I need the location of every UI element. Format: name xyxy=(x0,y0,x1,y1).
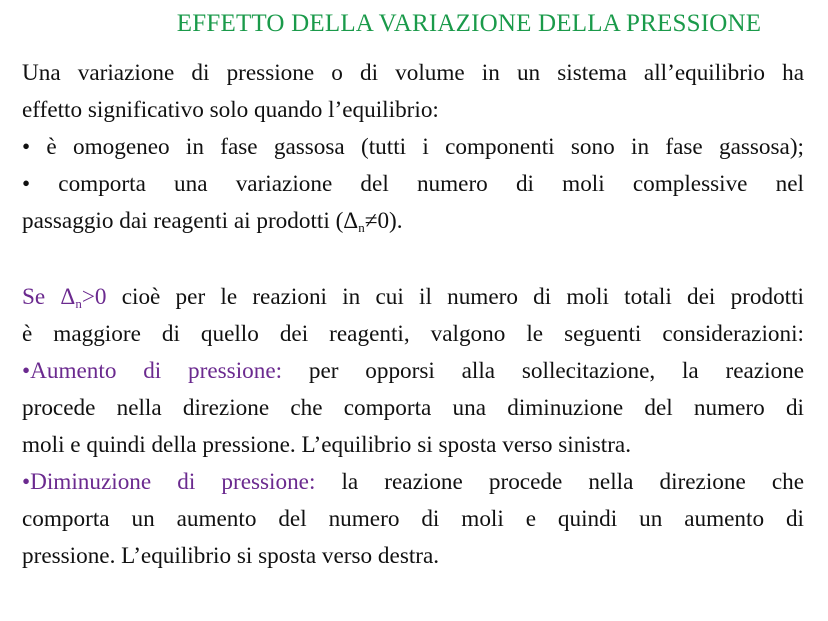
bullet-comporta: • comporta una variazione del numero di moli complessive nel xyxy=(22,171,804,197)
se-delta-subscript: n xyxy=(75,296,82,311)
delta-n-text-b: ≠0). xyxy=(364,208,403,234)
paragraph-delta-positive xyxy=(22,279,804,575)
diminuzione-line-3: pressione. L’equilibrio si sposta verso destra. xyxy=(22,543,440,569)
delta-n-subscript: n xyxy=(358,220,365,235)
aumento-line-1-rest: per opporsi alla sollecitazione, la reazione xyxy=(282,358,804,384)
aumento-line-1 xyxy=(22,353,804,390)
intro-line-1: Una variazione di pressione o di volume in un sistema all’equilibrio ha xyxy=(22,60,804,86)
diminuzione-line-1 xyxy=(22,464,804,501)
intro-line-2: effetto significativo solo quando l’equilibrio: xyxy=(22,97,439,123)
se-line-1-rest: cioè per le reazioni in cui il numero di moli totali dei prodotti xyxy=(106,284,804,310)
paragraph-intro xyxy=(22,55,804,240)
se-delta-text-a: Se Δ xyxy=(22,284,76,310)
diminuzione-line-1-rest: la reazione procede nella direzione che xyxy=(315,469,804,495)
aumento-line-3: moli e quindi della pressione. L’equilibrio si sposta verso sinistra. xyxy=(22,432,632,458)
bullet-omogeneo: • è omogeneo in fase gassosa (tutti i componenti sono in fase gassosa); xyxy=(22,134,804,160)
se-line-1 xyxy=(22,279,804,316)
aumento-line-2: procede nella direzione che comporta una diminuzione del numero di xyxy=(22,395,804,421)
bullet-comporta-continued xyxy=(22,203,804,240)
diminuzione-line-2: comporta un aumento del numero di moli e quindi un aumento di xyxy=(22,506,804,532)
se-line-2: è maggiore di quello dei reagenti, valgono le seguenti considerazioni: xyxy=(22,321,804,347)
aumento-label: •Aumento di pressione: xyxy=(22,358,283,384)
slide-title: EFFETTO DELLA VARIAZIONE DELLA PRESSIONE xyxy=(176,10,762,37)
se-delta-text-b: >0 xyxy=(81,284,107,310)
delta-n-text-a: passaggio dai reagenti ai prodotti (Δ xyxy=(22,208,359,234)
diminuzione-label: •Diminuzione di pressione: xyxy=(22,469,316,495)
se-delta-condition xyxy=(22,284,107,310)
